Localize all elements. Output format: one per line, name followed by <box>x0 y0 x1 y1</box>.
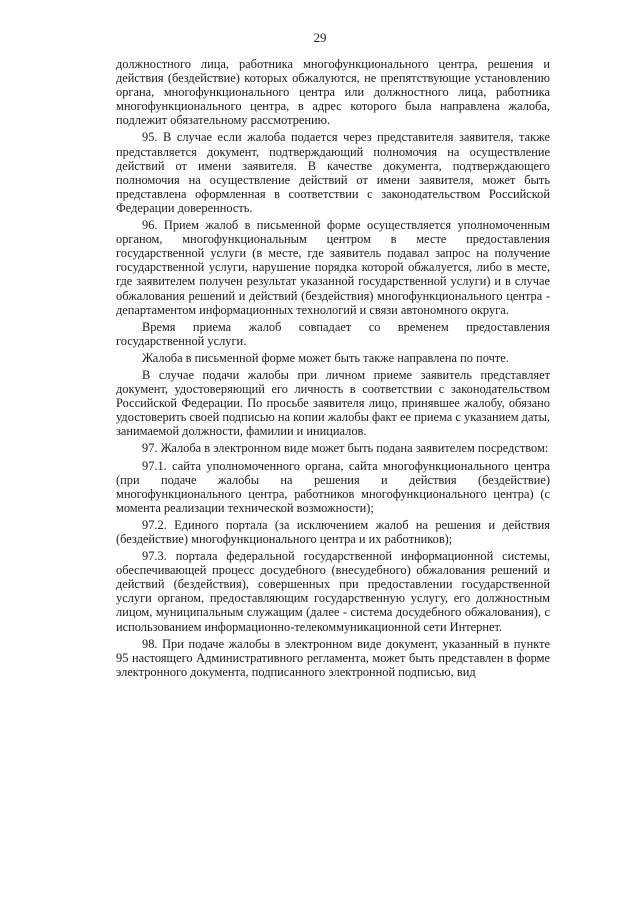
paragraph-personal-reception: В случае подачи жалобы при личном приеме заявитель представляет документ, удостоверяющий его личность в соответствии с законодательством Российской Федерации. По просьбе заявителя лицо, принявшее жалобу, обязано удостоверить своей подписью на копии жалобы факт ее приема с указанием даты, занимаемой должности, фамилии и инициалов. <box>116 367 550 439</box>
paragraph-96: 96. Прием жалоб в письменной форме осуществляется уполномоченным органом, многофункциональным центром в месте предоставления государственной услуги (в месте, где заявитель подавал запрос на получение государственной услуги, нарушение порядка которой обжалуется, либо в месте, где заявителем получен результат указанной государственной услуги) и в случае обжалования решений и действий (бездействия) многофункционального центра - департаментом информационных технологий и связи автономного округа. <box>116 218 550 317</box>
paragraph-97-1: 97.1. сайта уполномоченного органа, сайта многофункционального центра (при подаче жалобы на решения и действия (бездействие) многофункционального центра, работников многофункционального центра) (с момента реализации технической возможности); <box>116 458 550 515</box>
paragraph-97-3: 97.3. портала федеральной государственной информационной системы, обеспечивающей процесс досудебного (внесудебного) обжалования решений и действий (бездействия), совершенных при предоставлении государственной услуги органом, предоставляющим государственную услугу, его должностным лицом, муниципальным служащим (далее - система досудебного обжалования), с использованием информационно-телекоммуникационной сети Интернет. <box>116 549 550 634</box>
paragraph-reception-time: Время приема жалоб совпадает со временем предоставления государственной услуги. <box>116 319 550 348</box>
paragraph-98: 98. При подаче жалобы в электронном виде документ, указанный в пункте 95 настоящего Административного регламента, может быть представлен в форме электронного документа, подписанного электронной подписью, вид <box>116 636 550 679</box>
paragraph-continued: должностного лица, работника многофункционального центра, решения и действия (бездействие) которых обжалуются, не препятствующие установлению органа, многофункционального центра или должностного лица, работника многофункционального центра, в адрес которого была направлена жалоба, подлежит обязательному рассмотрению. <box>116 57 550 128</box>
document-body <box>116 57 550 679</box>
paragraph-97: 97. Жалоба в электронном виде может быть подана заявителем посредством: <box>142 441 549 456</box>
paragraph-by-mail: Жалоба в письменной форме может быть также направлена по почте. <box>142 350 509 365</box>
paragraph-95: 95. В случае если жалоба подается через представителя заявителя, также представляется документ, подтверждающий полномочия на осуществление действий от имени заявителя. В качестве документа, подтверждающего полномочия на осуществление действий от имени заявителя, может быть представлена оформленная в соответствии с законодательством Российской Федерации доверенность. <box>116 130 550 215</box>
paragraph-97-2: 97.2. Единого портала (за исключением жалоб на решения и действия (бездействие) многофункционального центра и их работников); <box>116 517 550 546</box>
page-number: 29 <box>313 30 327 45</box>
